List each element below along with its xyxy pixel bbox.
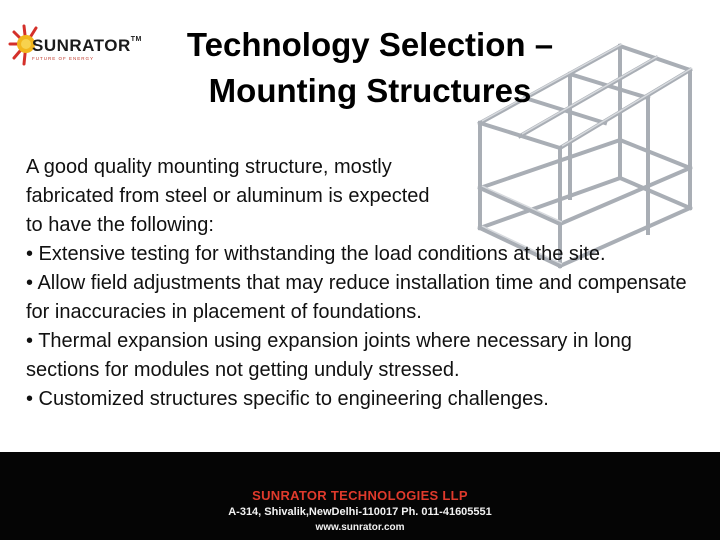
footer-company: SUNRATOR TECHNOLOGIES LLP — [252, 488, 468, 503]
footer-bar — [0, 452, 720, 540]
bullet-item: • Customized structures specific to engineering challenges. — [26, 388, 549, 410]
title-line-1: Technology Selection – — [186, 26, 554, 63]
logo-tagline: FUTURE OF ENERGY — [32, 56, 95, 61]
title-line-2: Mounting Structures — [208, 72, 532, 109]
footer-website: www.sunrator.com — [315, 522, 405, 533]
footer-address: A-314, Shivalik,NewDelhi-110017 Ph. 011-41605551 — [228, 506, 492, 518]
bullet-item: • Allow field adjustments that may reduce installation time and compensate for inaccuracies in placement of foundations. — [26, 272, 687, 323]
body-text — [26, 153, 696, 414]
intro-line-2: fabricated from steel or aluminum is expected — [26, 185, 430, 207]
bullet-item: • Extensive testing for withstanding the load conditions at the site. — [26, 243, 606, 265]
logo-brand-text: SUNRATOR™ — [32, 36, 142, 55]
bullet-item: • Thermal expansion using expansion joints where necessary in long sections for modules not getting unduly stressed. — [26, 330, 632, 381]
intro-line-1: A good quality mounting structure, mostly — [26, 156, 392, 178]
intro-line-3: to have the following: — [26, 214, 214, 236]
sunrator-logo — [6, 14, 156, 70]
slide-title — [140, 22, 600, 114]
